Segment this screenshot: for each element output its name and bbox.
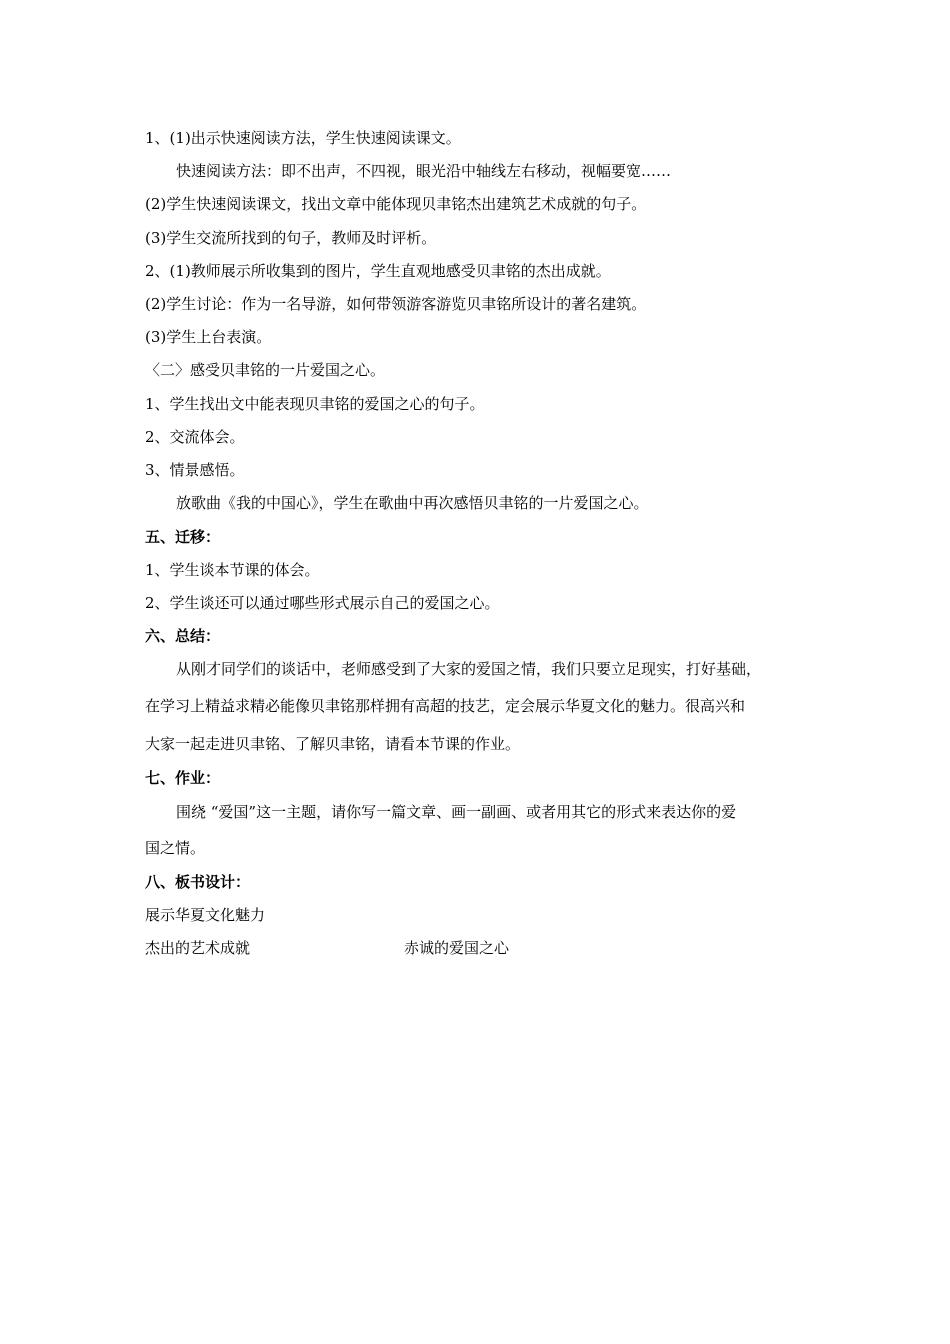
- line-9: 1、学生找出文中能表现贝聿铭的爱国之心的句子。: [145, 395, 485, 413]
- section-6-para-line-2: 在学习上精益求精必能像贝聿铭那样拥有高超的技艺，定会展示华夏文化的魅力。很高兴和: [145, 697, 746, 715]
- board-left-item: 杰出的艺术成就: [145, 939, 251, 957]
- line-10: 2、交流体会。: [145, 428, 245, 446]
- section-7-para-line-1: 围绕 “爱国”这一主题，请你写一篇文章、画一副画、或者用其它的形式来表达你的爱: [176, 803, 737, 821]
- line-8: 〈二〉感受贝聿铭的一片爱国之心。: [145, 361, 386, 379]
- section-5-heading: 五、迁移：: [145, 528, 221, 546]
- board-right-item: 赤诚的爱国之心: [404, 939, 510, 957]
- line-3: (2)学生快速阅读课文，找出文章中能体现贝聿铭杰出建筑艺术成就的句子。: [145, 195, 647, 213]
- section-8-heading: 八、板书设计：: [145, 873, 251, 891]
- section-7-heading: 七、作业：: [145, 769, 221, 787]
- section-5-item-2: 2、学生谈还可以通过哪些形式展示自己的爱国之心。: [145, 594, 500, 612]
- section-5-item-1: 1、学生谈本节课的体会。: [145, 561, 320, 579]
- section-7-para-line-2: 国之情。: [145, 839, 206, 857]
- line-12: 放歌曲《我的中国心》，学生在歌曲中再次感悟贝聿铭的一片爱国之心。: [176, 494, 649, 512]
- section-6-heading: 六、总结：: [145, 627, 221, 645]
- section-6-para-line-3: 大家一起走进贝聿铭、了解贝聿铭，请看本节课的作业。: [145, 735, 521, 753]
- line-2: 快速阅读方法：即不出声，不四视，眼光沿中轴线左右移动，视幅要宽……: [176, 162, 672, 180]
- section-6-para-line-1: 从刚才同学们的谈话中，老师感受到了大家的爱国之情，我们只要立足现实，打好基础，: [176, 660, 762, 678]
- line-11: 3、情景感悟。: [145, 461, 245, 479]
- line-7: (3)学生上台表演。: [145, 328, 272, 346]
- board-title: 展示华夏文化魅力: [145, 906, 266, 924]
- line-1: 1、(1)出示快速阅读方法，学生快速阅读课文。: [145, 129, 461, 147]
- line-5: 2、(1)教师展示所收集到的图片，学生直观地感受贝聿铭的杰出成就。: [145, 262, 611, 280]
- line-4: (3)学生交流所找到的句子，教师及时评析。: [145, 229, 437, 247]
- line-6: (2)学生讨论：作为一名导游，如何带领游客游览贝聿铭所设计的著名建筑。: [145, 295, 647, 313]
